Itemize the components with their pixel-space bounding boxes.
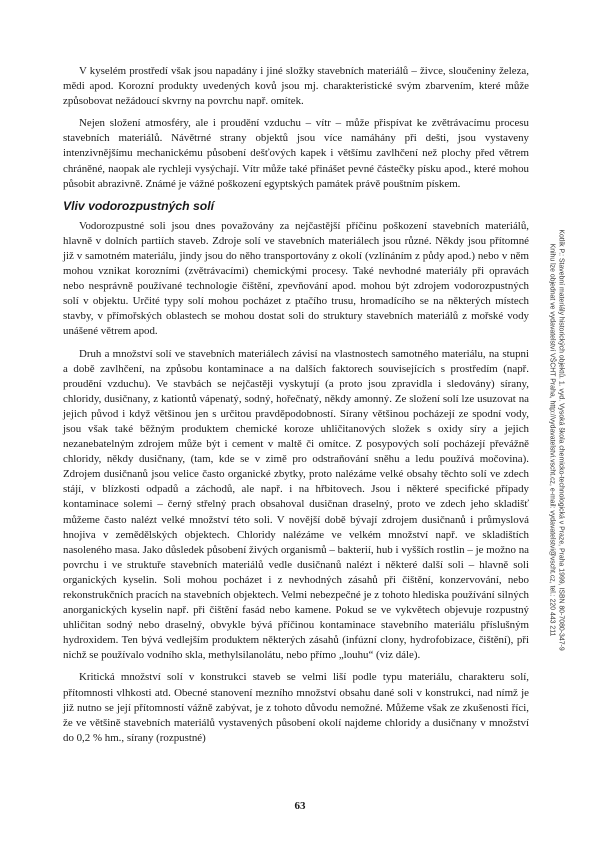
page-number: 63 <box>294 800 306 812</box>
paragraph-critical-amounts: Kritická množství solí v konstrukci staveb se velmi liší podle typu materiálu, charakteru solí, přítomnosti vlhkosti atd. Obecné stanovení mezního množství obsahu dané soli v konstrukci, nad nímž je již nutno se její přítomností vážně zabývat, je z tohoto důvodu nemožné. Můžeme však ze zkušenosti říci, že ve většině stavebních materiálů vystavených působení okolí najdeme chloridy a dusičnany v množství do 0,2 % hm., sírany (rozpustné) <box>63 671 529 744</box>
paragraph-acidic-environment: V kyselém prostředí však jsou napadány i jiné složky stavebních materiálů – živce, sloučeniny železa, mědi apod. Korozní produkty uvedených kovů jsou mj. charakteristické svým zbarvením, které může způsobovat nežádoucí skvrny na povrchu např. omítek. <box>63 65 529 108</box>
publisher-contact-line: Knihu lze objednat ve vydavatelství VŠCHT Praha, http://vydavatelstvi.vscht.cz, e-mail: vydavatelstvi@vscht.cz, tel.: 220 443 211 <box>548 243 555 637</box>
paragraph-salt-types: Druh a množství solí ve stavebních materiálech závisí na vlastnostech samotného materiálu, na stupni a době zavlhčení, na způsobu kontaminace a na dalších faktorech souvisejících s prostředím (např. proudění vzduchu). Ve stavbách se nejčastěji vyskytují (a proto jsou zpravidla i sledovány) sírany, chloridy, dusičnany, z kationtů vápenatý, sodný, hořečnatý, někdy amonný. Ze složení solí lze usuzovat na jejich původ i když většinou jen s určitou pravděpodobností. Sírany většinou pocházejí ze spodní vody, jsou však také běžným produktem chemické koroze uhličitanových složek s oxidy síry a jejich nezanebatelným zdrojem může být i cement v maltě či omítce. Z posypových solí pocházejí převážně chloridy, někdy dusičnany, (tam, kde se v zimě pro odstraňování sněhu a ledu používá močovina). Zdrojem dusičnanů jsou velice často organické zbytky, proto nalézáme velké obsahy těchto solí ve zdech stájí, v blízkosti odpadů a záchodů, ale např. i na hřbitovech. Jsou i některé specifické případy kontaminace solemi – černý střelný prach obsahoval dusičnan draselný, proto ve zdech jeho skladišť můžeme často nalézt velké množství této soli. V novější době bývají zdrojem dusičnanů i průmyslová hnojiva v zemědělských objektech. Chloridy nalézáme ve velkém množství např. ve skladištích nasoleného masa. Jako důsledek působení živých organismů – bakterií, hub i vyšších rostlin – je možno na povrchu i ve struktuře stavebních materiálů vedle dusičnanů nalézt i některé další soli – hlavně soli organických kyselin. Soli mohou pocházet i z nevhodných zásahů při čištění, konzervování, nebo rekonstrukčních pracích na stavebních objektech. Velmi nebezpečné je z tohoto hlediska používání silných anorganických kyselin např. při čištění fasád nebo kamene. Pokud se ve vykvětech objevuje rozpustný uhličitan sodný nebo draselný, obvykle bývá příčinou kontaminace stavebního materiálu příslušným hydroxidem. Ten bývá vedlejším produktem některých zásahů (infúzní clony, hydrofobizace, čištění), při nichž se používalo vodního skla, methylsilanolátu, nebo přímo „louhu“ (viz dále). <box>63 347 529 662</box>
text-column <box>63 64 529 753</box>
section-heading: Vliv vodorozpustných solí <box>63 198 215 213</box>
paragraph-wind-erosion: Nejen složení atmosféry, ale i proudění vzduchu – vítr – může přispívat ke zvětrávacímu procesu stavebních materiálů. Návětrné strany objektů jsou více namáhány při dešti, jsou vystaveny intenzivnějšímu mechanickému působení dešťových kapek i většímu zavlhčení než plochy před větrem chráněné, naopak ale rychleji vysýchají. Vítr může také přinášet pevné částečky písku apod., které mohou působit abrazivně. Známé je vážné poškození egyptských památek právě pouštním pískem. <box>63 117 529 190</box>
margin-citation <box>547 80 566 800</box>
paragraph-salt-sources: Vodorozpustné soli jsou dnes považovány za nejčastější příčinu poškození stavebních materiálů, hlavně v dolních partiích staveb. Zdroje solí ve stavebních materiálech jsou různé. Někdy jsou přítomné již v samotném materiálu, jindy jsou do něho transportovány z okolí (vzlínáním z půdy apod.) nebo v něm mohou vznikat korozními (zvětrávacími) chemickými procesy. Také nevhodné materiály při opravách nebo nesprávně používané technologie čištění, zpevňování apod. mohou být zdrojem vodorozpustných solí v objektu. Určité typy solí mohou pocházet z ptačího trusu, hromadícího se na některých místech stavby, v přímořských oblastech se mohou dostat soli do struktury stavebních materiálů z mořské vody unášené větrem apod. <box>63 219 529 338</box>
citation-line: Kotlík P.: Stavební materiály historických objektů. 1. vyd. Vysoká škola chemicko-technologická v Praze, Praha 1999, ISBN 80-7080-347-9 <box>557 229 565 651</box>
